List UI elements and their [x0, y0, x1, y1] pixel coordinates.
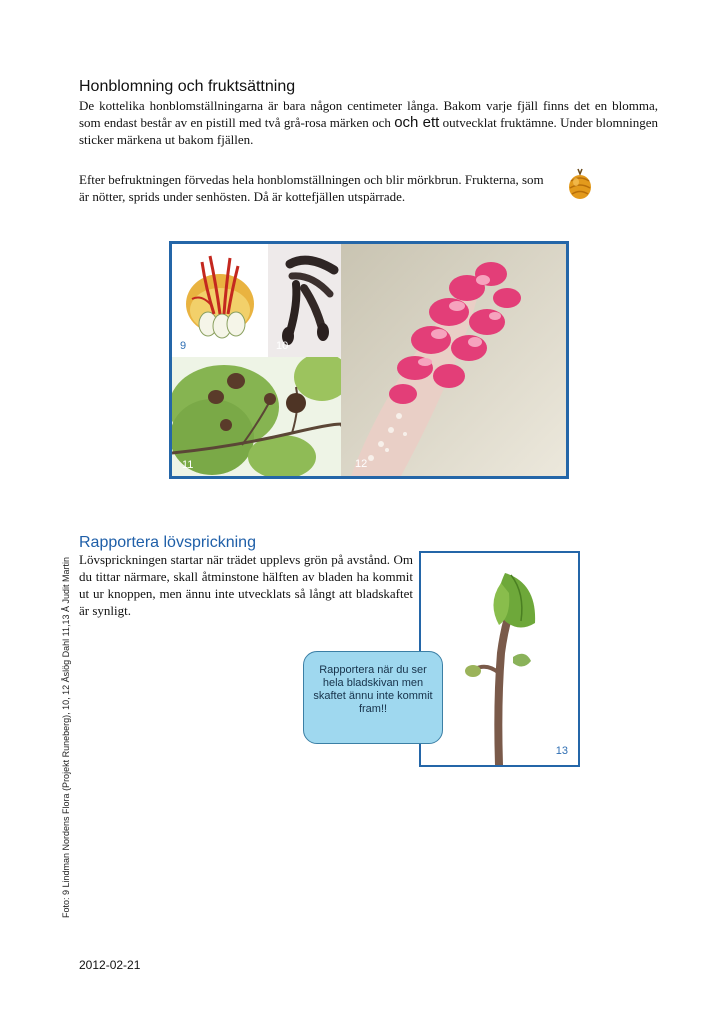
report-callout: Rapportera när du ser hela bladskivan men skaftet ännu inte kommit fram!! [303, 651, 443, 744]
paragraph-flowering-part3: outvecklat fruktämne. Under blomningen sticker märkena ut bakom fjällen. [79, 115, 658, 147]
leaf-bud-image [421, 553, 578, 765]
alder-cone-icon [566, 167, 594, 201]
photo-leaf-bud [419, 551, 580, 767]
photo-number-10: 10 [276, 340, 289, 352]
section-heading-leaf-burst: Rapportera lövsprickning [79, 534, 256, 551]
pistil-illustration [172, 244, 268, 357]
photo-number-9: 9 [180, 340, 187, 352]
document-date: 2012-02-21 [79, 958, 141, 972]
paragraph-flowering-part1: De kottelika honblomställningarna är bara någon centimeter långa. Bakom varje fjäll finns det en blomma, som endast består av en pistill med två grå-rosa märken och [79, 98, 658, 130]
alder-branch-image [172, 357, 341, 476]
photo-number-12: 12 [355, 458, 368, 470]
photo-collage [169, 241, 569, 479]
photo-number-11: 11 [182, 459, 194, 471]
section-heading-flowering: Honblomning och fruktsättning [79, 78, 296, 95]
photo-number-13: 13 [555, 745, 568, 757]
photo-dark-catkins [268, 244, 341, 357]
pink-catkin-image [341, 244, 566, 476]
paragraph-flowering-part2: och ett [394, 114, 440, 131]
paragraph-leaf-burst: Lövsprickningen startar när trädet upplevs grön på avstånd. Om du tittar närmare, skall åtminstone hälften av bladen ha kommit ut ur knoppen, men ännu inte utvecklats så långt att bladskaftet är synligt. [79, 552, 413, 618]
paragraph-fruiting: Efter befruktningen förvedas hela honblomställningen och blir mörkbrun. Frukterna, som är nötter, sprids under senhösten. Då är kottefjällen utspärrade. [79, 172, 544, 204]
photo-flower-illustration [172, 244, 268, 357]
photo-credit: Foto: 9 Lindman Nordens Flora (Projekt Runeberg), 10, 12 Åslög Dahl 11,13 Å Judit Martin [61, 556, 71, 918]
paragraph-flowering [79, 97, 658, 148]
photo-female-catkin [341, 244, 566, 476]
photo-alder-branch [172, 357, 341, 476]
